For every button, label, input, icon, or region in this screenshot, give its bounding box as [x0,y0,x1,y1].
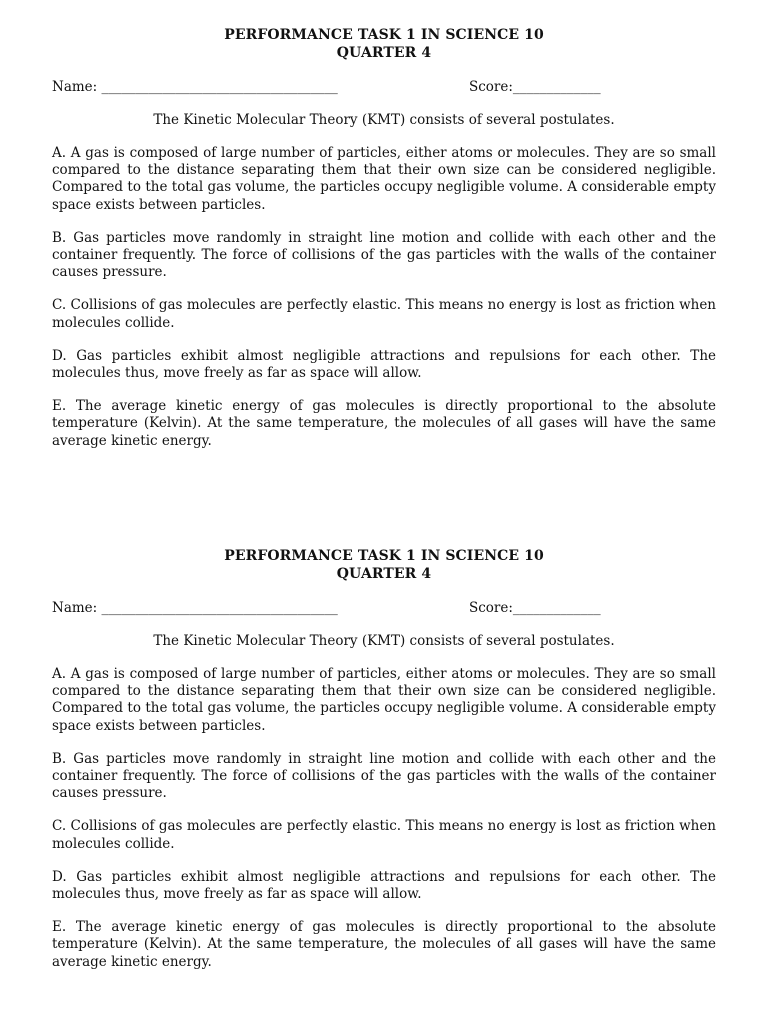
postulate-d: D. Gas particles exhibit almost negligible attractions and repulsions for each other. The molecules thus, move freely as far as space will allow. [52,868,716,903]
title-line-2: QUARTER 4 [336,566,432,582]
intro-text: The Kinetic Molecular Theory (KMT) consists of several postulates. [153,633,615,649]
name-field: Name: ___________________________________ [52,79,338,95]
name-score-row [52,599,716,617]
postulate-d: D. Gas particles exhibit almost negligible attractions and repulsions for each other. The molecules thus, move freely as far as space will allow. [52,347,716,382]
title-line-2: QUARTER 4 [336,45,432,61]
title-line-1: PERFORMANCE TASK 1 IN SCIENCE 10 [224,27,544,43]
worksheet-1 [52,26,716,450]
postulate-e: E. The average kinetic energy of gas molecules is directly proportional to the absolute temperature (Kelvin). At the same temperature, the molecules of all gases will have the same average kinetic energy. [52,398,716,449]
name-field: Name: ___________________________________ [52,600,338,616]
name-score-row [52,78,716,96]
postulate-b: B. Gas particles move randomly in straight line motion and collide with each other and the container frequently. The force of collisions of the gas particles with the walls of the container causes pressure. [52,229,716,281]
worksheet-2 [52,547,716,971]
postulate-a: A. A gas is composed of large number of particles, either atoms or molecules. They are so small compared to the distance separating them that their own size can be considered negligible. Compared to the total gas volume, the particles occupy negligible volume. A considerable empty space exists between particles. [52,666,716,734]
title-line-1: PERFORMANCE TASK 1 IN SCIENCE 10 [224,548,544,564]
postulate-b: B. Gas particles move randomly in straight line motion and collide with each other and the container frequently. The force of collisions of the gas particles with the walls of the container causes pressure. [52,750,716,802]
worksheet-title [52,547,716,583]
postulate-a: A. A gas is composed of large number of particles, either atoms or molecules. They are so small compared to the distance separating them that their own size can be considered negligible. Compared to the total gas volume, the particles occupy negligible volume. A considerable empty space exists between particles. [52,145,716,213]
postulate-e: E. The average kinetic energy of gas molecules is directly proportional to the absolute temperature (Kelvin). At the same temperature, the molecules of all gases will have the same average kinetic energy. [52,919,716,970]
worksheet-title [52,26,716,62]
score-field: Score:_____________ [469,600,601,616]
postulate-c: C. Collisions of gas molecules are perfectly elastic. This means no energy is lost as friction when molecules collide. [52,818,716,852]
score-field: Score:_____________ [469,79,601,95]
intro-text: The Kinetic Molecular Theory (KMT) consists of several postulates. [153,112,615,128]
postulate-c: C. Collisions of gas molecules are perfectly elastic. This means no energy is lost as friction when molecules collide. [52,297,716,331]
